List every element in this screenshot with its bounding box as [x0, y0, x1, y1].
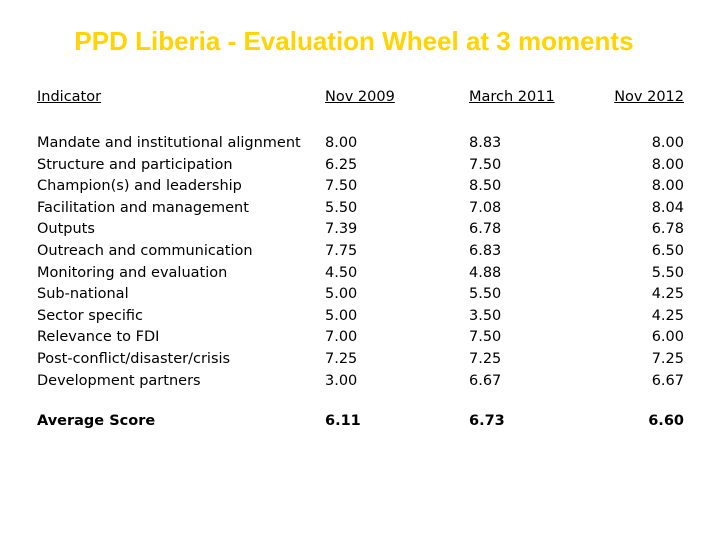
nov-2012-value: 6.50: [651, 242, 684, 259]
average-nov-2009: 6.11: [325, 413, 361, 429]
nov-2012-value: 8.00: [651, 156, 684, 173]
header-nov-2009: Nov 2009: [325, 89, 395, 105]
indicator-column: [37, 133, 301, 392]
march-2011-value: 6.67: [469, 372, 502, 389]
march-2011-value: 4.88: [469, 264, 502, 281]
indicator-label: Relevance to FDI: [37, 329, 160, 346]
indicator-label: Mandate and institutional alignment: [37, 135, 301, 151]
nov-2009-value: 3.00: [325, 372, 358, 389]
march-2011-value: 7.50: [469, 156, 502, 173]
indicator-label: Sub-national: [37, 286, 129, 303]
nov-2009-value: 5.50: [325, 199, 358, 216]
nov-2012-value: 5.50: [651, 264, 684, 281]
march-2011-value: 7.25: [469, 350, 502, 367]
march-2011-value: 6.83: [469, 242, 502, 259]
march-2011-value: 3.50: [469, 307, 502, 324]
nov-2012-value: 6.00: [651, 329, 684, 346]
march-2011-value: 7.08: [469, 199, 502, 216]
nov-2009-value: 4.50: [325, 264, 358, 281]
indicator-label: Outputs: [37, 221, 95, 238]
nov-2009-value: 7.39: [325, 221, 358, 238]
nov-2012-value: 8.00: [651, 178, 684, 195]
nov-2012-value: 7.25: [651, 350, 684, 367]
indicator-label: Post-conflict/disaster/crisis: [37, 350, 231, 367]
indicator-label: Monitoring and evaluation: [37, 264, 228, 281]
indicator-label: Structure and participation: [37, 156, 233, 173]
nov-2009-column: [325, 133, 357, 392]
nov-2012-value: 4.25: [651, 307, 684, 324]
nov-2012-value: 6.78: [651, 221, 684, 238]
march-2011-value: 7.50: [469, 329, 502, 346]
nov-2012-value: 4.25: [651, 286, 684, 303]
slide-title: PPD Liberia - Evaluation Wheel at 3 moments: [74, 26, 634, 56]
march-2011-value: 8.83: [469, 135, 502, 151]
nov-2009-value: 6.25: [325, 156, 358, 173]
nov-2012-value: 8.00: [651, 135, 684, 151]
nov-2009-value: 7.50: [325, 178, 358, 195]
indicator-label: Facilitation and management: [37, 199, 249, 216]
header-indicator: Indicator: [37, 89, 102, 105]
indicator-label: Champion(s) and leadership: [37, 178, 242, 195]
nov-2009-value: 7.25: [325, 350, 358, 367]
average-march-2011: 6.73: [469, 413, 505, 429]
indicator-label: Development partners: [37, 372, 201, 389]
march-2011-value: 8.50: [469, 178, 502, 195]
header-nov-2012: Nov 2012: [614, 89, 684, 105]
nov-2012-value: 6.67: [651, 372, 684, 389]
march-2011-value: 5.50: [469, 286, 502, 303]
indicator-label: Outreach and communication: [37, 242, 253, 259]
indicator-label: Sector specific: [37, 307, 144, 324]
march-2011-column: [469, 133, 501, 392]
average-score-label: Average Score: [37, 413, 156, 429]
nov-2009-value: 5.00: [325, 286, 358, 303]
nov-2012-column: [652, 133, 684, 392]
nov-2009-value: 7.00: [325, 329, 358, 346]
nov-2009-value: 7.75: [325, 242, 358, 259]
header-march-2011: March 2011: [469, 89, 555, 105]
nov-2009-value: 5.00: [325, 307, 358, 324]
average-nov-2012: 6.60: [648, 413, 684, 429]
march-2011-value: 6.78: [469, 221, 502, 238]
nov-2012-value: 8.04: [651, 199, 684, 216]
nov-2009-value: 8.00: [325, 135, 358, 151]
